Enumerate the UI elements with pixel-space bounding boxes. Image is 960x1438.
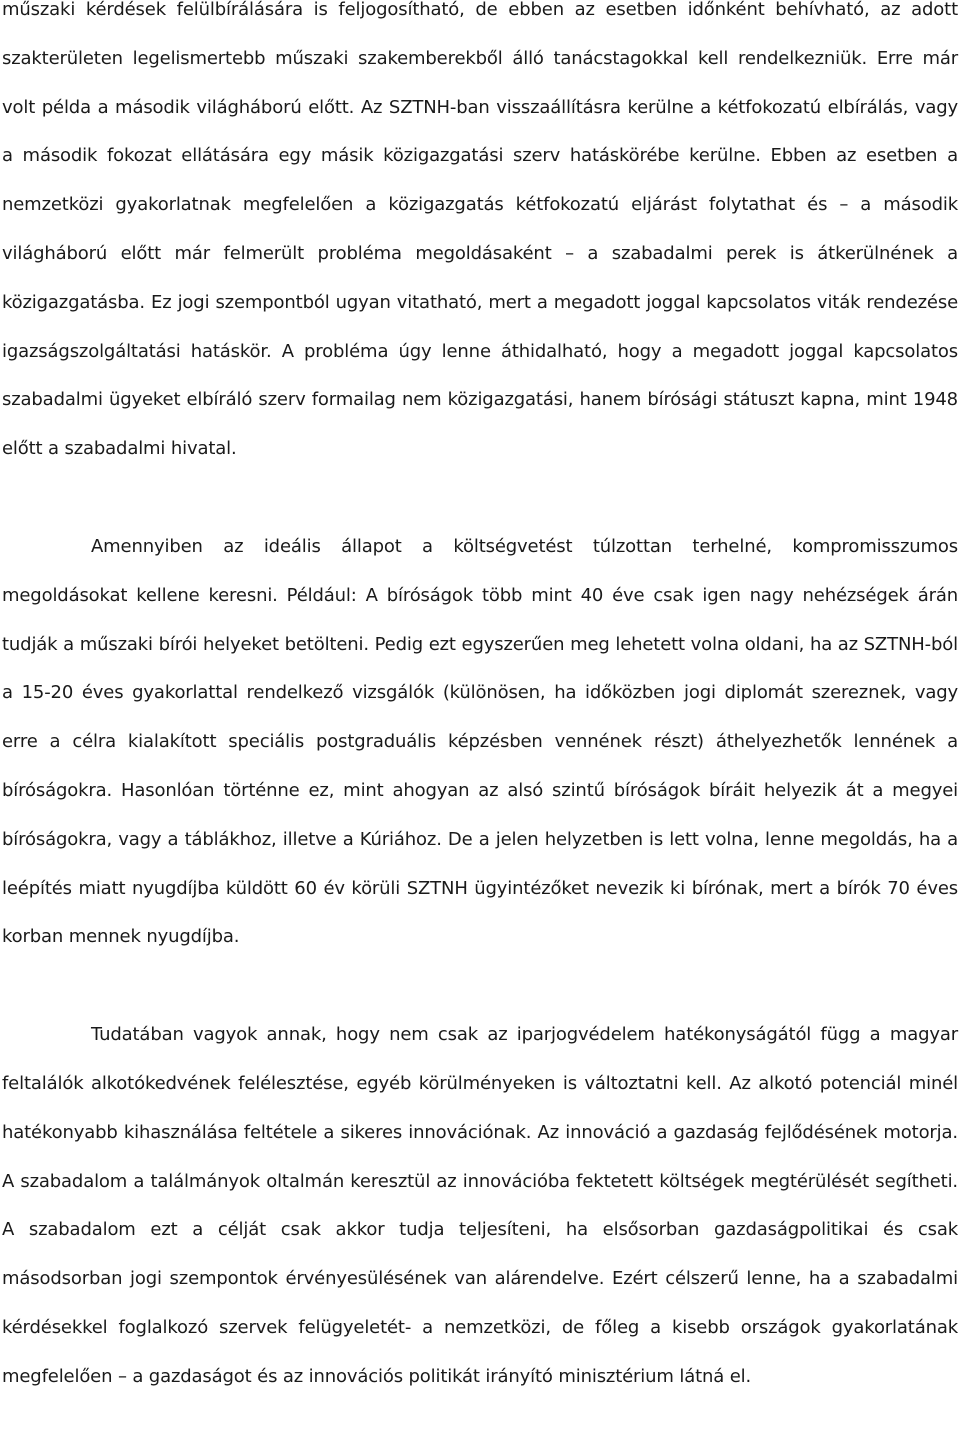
paragraph-1: műszaki kérdések felülbírálására is feljogosítható, de ebben az esetben időnként behívható, az adott szakterületen legelismertebb műszaki szakemberekből álló tanácstagokkal kell rendelkezniük. Erre már volt példa a második világháború előtt. Az SZTNH-ban visszaállításra kerülne a kétfokozatú elbírálás, vagy a második fokozat ellátására egy másik közigazgatási szerv hatáskörébe kerülne. Ebben az esetben a nemzetközi gyakorlatnak megfelelően a közigazgatás kétfokozatú eljárást folytathat és – a második világháború előtt már felmerült probléma megoldásaként – a szabadalmi perek is átkerülnének a közigazgatásba. Ez jogi szempontból ugyan vitatható, mert a megadott joggal kapcsolatos viták rendezése igazságszolgáltatási hatáskör. A probléma úgy lenne áthidalható, hogy a megadott joggal kapcsolatos szabadalmi ügyeket elbíráló szerv formailag nem közigazgatási, hanem bírósági státuszt kapna, mint 1948 előtt a szabadalmi hivatal. <box>2 0 958 460</box>
paragraph-2: Amennyiben az ideális állapot a költségvetést túlzottan terhelné, kompromisszumos megoldásokat kellene keresni. Például: A bíróságok több mint 40 éve csak igen nagy nehézségek árán tudják a műszaki bírói helyeket betölteni. Pedig ezt egyszerűen meg lehetett volna oldani, ha az SZTNH-ból a 15-20 éves gyakorlattal rendelkező vizsgálók (különösen, ha időközben jogi diplomát szereznek, vagy erre a célra kialakított speciális postgraduális képzésben vennének részt) áthelyezhetők lennének a bíróságokra. Hasonlóan történne ez, mint ahogyan az alsó szintű bíróságok bíráit helyezik át a megyei bíróságokra, vagy a táblákhoz, illetve a Kúriához. De a jelen helyzetben is lett volna, lenne megoldás, ha a leépítés miatt nyugdíjba küldött 60 év körüli SZTNH ügyintézőket nevezik ki bírónak, mert a bírók 70 éves korban mennek nyugdíjba. <box>2 535 958 948</box>
paragraph-3: Tudatában vagyok annak, hogy nem csak az iparjogvédelem hatékonyságától függ a magyar feltalálók alkotókedvének felélesztése, egyéb körülményeken is változtatni kell. Az alkotó potenciál minél hatékonyabb kihasználása feltétele a sikeres innovációnak. Az innováció a gazdaság fejlődésének motorja. A szabadalom a találmányok oltalmán keresztül az innovációba fektetett költségek megtérülését segítheti. A szabadalom ezt a célját csak akkor tudja teljesíteni, ha elsősorban gazdaságpolitikai és csak másodsorban jogi szempontok érvényesülésének van alárendelve. Ezért célszerű lenne, ha a szabadalmi kérdésekkel foglalkozó szervek felügyeletét- a nemzetközi, de főleg a kisebb országok gyakorlatának megfelelően – a gazdaságot és az innovációs politikát irányító minisztérium látná el. <box>2 1024 958 1387</box>
